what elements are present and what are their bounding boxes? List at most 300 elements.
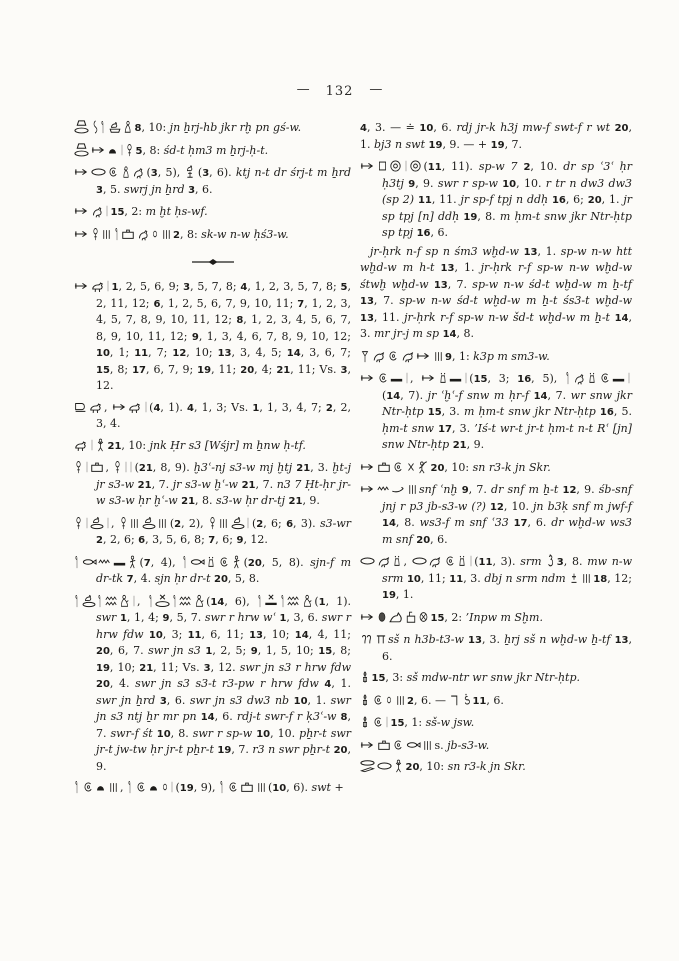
reference-number: 18 (593, 573, 608, 585)
reference-number: 21 (138, 463, 153, 474)
reference-text: ( (139, 555, 144, 569)
transliteration-text: ḫ3ʿ-nj s3-w mj ḫtj (193, 461, 297, 474)
reference-number: 12 (489, 501, 504, 513)
reference-text: , 2, 6; (102, 533, 139, 546)
hieroglyph-harpoon-icon (360, 371, 375, 385)
reference-text: , 10: (141, 121, 170, 134)
transliteration-text: sjn ḥr dr-t (154, 572, 214, 585)
hieroglyph-stroke-icon (385, 715, 389, 729)
reference-number: 21 (139, 662, 154, 674)
hieroglyph-plant-icon (569, 571, 579, 585)
reference-text: , 6. — (413, 693, 450, 707)
reference-text: , 6, 7, 9; (146, 362, 198, 376)
hieroglyph-cross-oval-icon (155, 594, 170, 608)
transliteration-text: wr snw jkr Ntr-ḥtp (382, 388, 632, 418)
reference-text: , 5), (157, 166, 185, 179)
reference-text: , 10. (530, 160, 564, 173)
dictionary-entry (74, 555, 351, 588)
hieroglyph-harpoon-icon (91, 143, 106, 157)
hieroglyph-stroke-icon (90, 438, 94, 452)
reference-text: , 6; (215, 533, 237, 546)
reference-text: , 10. (270, 726, 300, 740)
dictionary-entry (74, 279, 351, 394)
reference-number: 3 (159, 695, 167, 707)
reference-number: 12 (172, 348, 187, 359)
hieroglyph-bird-icon (573, 371, 586, 385)
transliteration-text: jr-ḥrk n-f sp n śm3 wḫd-w (370, 244, 524, 258)
reference-number: 4 (324, 679, 332, 690)
transliteration-text: mw n-w srm (382, 555, 632, 585)
reference-text: , 5, 7, 8; (190, 280, 241, 293)
transliteration-text: jr sp tpj [n] ddḥ (382, 193, 632, 223)
transliteration-text: ḫt-j jr s3-w (96, 461, 351, 491)
reference-number: 19 (217, 745, 232, 756)
transliteration-text: rdj-t swr-f r ḳ3ʿ-w (236, 710, 341, 723)
reference-text: , 6. (166, 693, 190, 707)
hieroglyph-oval-icon (412, 554, 427, 568)
reference-number: 11 (187, 629, 202, 641)
dictionary-entry (360, 349, 632, 366)
section-divider (74, 251, 351, 270)
reference-number: 14 (442, 329, 457, 340)
hieroglyph-harpoon-icon (360, 482, 375, 496)
transliteration-text: jn ẖrj-hb jkr rḫ pn gś-w. (169, 121, 302, 134)
hieroglyph-pi-icon (375, 632, 387, 646)
reference-text: , 8. (195, 494, 217, 507)
reference-number: 21 (276, 364, 291, 376)
reference-number: 1 (252, 402, 260, 414)
transliteration-text: ’Iś-t wr-t jr-t ḥm-t n-t Rʿ [jn] snw Ntr-ḥtp (382, 421, 632, 451)
hieroglyph-pylon-oval-icon (74, 143, 89, 157)
reference-text: , 5, 8). (261, 555, 311, 569)
reference-number: 3 (188, 184, 196, 196)
reference-number: 15 (430, 612, 445, 624)
reference-number: 8 (134, 123, 142, 134)
hieroglyph-reed-icon (74, 594, 80, 608)
reference-text: , 3. (452, 421, 475, 435)
reference-text: , 6), (224, 594, 257, 608)
hieroglyph-chest-icon (121, 227, 135, 241)
hieroglyph-oval-knife-icon (360, 759, 375, 773)
reference-text: , 1. (307, 693, 331, 707)
hieroglyph-harpoon-icon (112, 400, 127, 414)
hieroglyph-at-icon (387, 349, 399, 363)
section-divider-icon (192, 258, 234, 266)
dictionary-entry (360, 670, 632, 687)
reference-number: 10 (148, 629, 163, 641)
hieroglyph-bird-oval-icon (82, 594, 96, 608)
reference-text: , 7. (96, 710, 351, 740)
hieroglyph-horn-icon (391, 482, 405, 496)
transliteration-text: swr jn s3 dw3 nb (189, 693, 294, 707)
reference-number: 2 (96, 535, 103, 546)
reference-number: 4 (153, 402, 161, 414)
reference-number: 20 (214, 574, 228, 585)
reference-text: , 3, 4, 5; (231, 346, 287, 359)
reference-text: , 11. (373, 310, 405, 324)
reference-number: 19 (197, 364, 212, 376)
reference-number: 2 (173, 229, 180, 241)
hieroglyph-stroke-icon (120, 143, 124, 157)
transliteration-text: snf ʿnḫ (419, 483, 462, 496)
reference-text: , 7. (504, 137, 523, 151)
transliteration-text: swr jn s3 ntj ẖr mr pn (96, 693, 351, 723)
reference-text: , 6. (486, 693, 504, 707)
hieroglyph-circle-dot-icon (151, 227, 159, 241)
hieroglyph-plank-icon (612, 371, 625, 385)
hieroglyph-stroke-icon (170, 780, 174, 794)
hieroglyph-water-icon (98, 555, 111, 569)
reference-number: 20 (614, 123, 629, 134)
hieroglyph-pot-icon (206, 555, 216, 569)
hieroglyph-at-icon (227, 780, 239, 794)
reference-number: 11 (427, 162, 442, 173)
hieroglyph-reed-icon (565, 371, 571, 385)
reference-number: 13 (523, 246, 538, 258)
reference-text: , 3. (463, 571, 485, 585)
reference-number: 11 (472, 695, 487, 707)
reference-number: 16 (599, 407, 614, 418)
hieroglyph-bird-oval-icon (231, 516, 245, 530)
transliteration-text: sk-w n-w ḥś3-w. (201, 227, 289, 241)
reference-text: , 5), (531, 372, 565, 385)
reference-text: , 1, 3, 4, 6, 7, 8, 9, 10, 12; (198, 329, 351, 343)
transliteration-text: sš n h3b-t3-w (388, 633, 469, 646)
reference-text: , 5. (613, 405, 632, 418)
reference-text: ( (423, 160, 428, 173)
reference-text: , 11). (441, 160, 479, 173)
hieroglyph-bird-oval-icon (90, 516, 104, 530)
dictionary-entry (74, 120, 351, 137)
transliteration-text: sš mdw-ntr wr snw jkr Ntr-ḥtp. (406, 671, 580, 684)
reference-number: 10 (293, 695, 308, 707)
reference-text: , 4; (254, 362, 277, 376)
hieroglyph-plank-icon (390, 371, 403, 385)
reference-number: 9 (445, 351, 452, 363)
reference-text: , 9), (193, 781, 219, 794)
reference-text: , 2), (181, 516, 208, 530)
reference-text: , 6). (286, 781, 312, 794)
reference-text: ( (382, 388, 387, 402)
dictionary-entry (360, 159, 632, 242)
transliteration-text: sš-w jsw. (425, 716, 475, 729)
reference-text: , 6; (263, 516, 287, 530)
reference-number: 14 (382, 518, 396, 529)
hieroglyph-cross-icon (406, 460, 416, 474)
reference-number: 14 (294, 629, 309, 641)
reference-text: , 1. (360, 121, 632, 151)
reference-number: 14 (210, 596, 225, 608)
reference-number: 8 (236, 315, 244, 326)
reference-text: , (137, 594, 148, 608)
reference-number: 2 (407, 695, 414, 707)
reference-text: , (104, 400, 112, 414)
reference-text: , 2: (124, 205, 146, 218)
reference-number: 4 (240, 282, 248, 293)
hieroglyph-strokes3-icon (108, 780, 119, 794)
reference-text: , 10: (419, 760, 448, 773)
reference-text: , 2: (444, 610, 466, 624)
reference-number: 21 (452, 440, 467, 451)
reference-text: , 8; (109, 362, 133, 376)
reference-number: 16 (551, 195, 566, 206)
hieroglyph-harpoon-icon (360, 738, 375, 752)
reference-text: , 3. (481, 633, 505, 646)
reference-number: 16 (416, 228, 431, 239)
dictionary-entry (360, 738, 632, 754)
hieroglyph-square-icon (377, 159, 388, 173)
hieroglyph-strokes3-icon (101, 227, 112, 241)
reference-number: 9 (236, 535, 244, 546)
dictionary-entry (74, 227, 351, 244)
reference-number: 15 (318, 646, 333, 657)
hieroglyph-hand-icon (74, 400, 87, 414)
reference-text: , 9. (415, 176, 438, 190)
reference-text: , 11; Vs. (153, 660, 204, 674)
dictionary-entry (74, 400, 351, 432)
reference-text: , 6, 7. (109, 644, 149, 657)
reference-text: ( (474, 555, 479, 568)
reference-text: , 8. (563, 555, 588, 568)
reference-text: , 7. (447, 277, 473, 291)
hieroglyph-fish-icon (406, 738, 421, 752)
dictionary-entry (74, 204, 351, 221)
hieroglyph-water2-icon (105, 594, 118, 608)
hieroglyph-stroke-icon (129, 460, 133, 474)
hieroglyph-stroke-icon (106, 516, 110, 530)
hieroglyph-seated-figure-icon (119, 594, 130, 608)
reference-text: , 7. (373, 294, 400, 307)
reference-number: 6 (153, 298, 161, 310)
reference-text: , 7. (468, 483, 492, 496)
reference-text: + (334, 781, 344, 794)
hieroglyph-wick-icon (119, 516, 128, 530)
hieroglyph-reed-icon (74, 555, 80, 569)
transliteration-text: swr r hrw fdw (96, 611, 351, 641)
transliteration-text: sn r3-k jn Skr. (472, 460, 551, 474)
hieroglyph-harpoon-icon (74, 165, 89, 179)
reference-number: 2 (523, 162, 531, 173)
transliteration-text: pẖr-t swr jr-t jw-tw ḥr jr-t pẖr-t (96, 726, 352, 756)
reference-number: 19 (179, 783, 194, 794)
hieroglyph-bird-icon (91, 204, 104, 218)
hieroglyph-funnel-icon (360, 349, 370, 363)
hieroglyph-seated-figure-icon (302, 594, 313, 608)
dictionary-entry (360, 759, 632, 776)
transliteration-text: dr wḫd-w ws3 m snf (382, 516, 632, 546)
hieroglyph-vulture-icon (377, 554, 391, 568)
reference-number: 9 (408, 178, 416, 190)
transliteration-text: ḥm-t snw (382, 421, 439, 435)
two-column-text-block (74, 120, 632, 803)
reference-text: , 10; (263, 627, 295, 641)
reference-number: 14 (200, 712, 215, 723)
reference-text: ( (243, 555, 248, 569)
reference-text: , 3). (293, 516, 320, 530)
hieroglyph-strokes3-icon (161, 227, 172, 241)
header-left-dash: — (296, 82, 310, 97)
transliteration-text: dr sp ʿ3ʿ ḥr ḥ3tj (382, 160, 632, 190)
reference-number: 19 (96, 662, 110, 674)
reference-text: , 7. (255, 477, 277, 491)
hieroglyph-seated-man-icon (123, 120, 133, 134)
transliteration-text: m ḫt ḥs-wf. (145, 205, 208, 218)
reference-text: , 11; Vs. (290, 362, 341, 376)
reference-number: 10 (419, 123, 434, 134)
transliteration-text: jr-ḥrk r-f sp-w n-w wḫd-w śtwḫ wḫd-w (360, 261, 632, 291)
reference-number: 12 (562, 485, 577, 496)
reference-number: 11 (449, 573, 464, 585)
dictionary-entry (360, 460, 632, 477)
hieroglyph-scribe-kit-icon (360, 715, 370, 729)
hieroglyph-vulture-icon (428, 554, 442, 568)
reference-number: 19 (490, 139, 505, 151)
reference-text: , 10; (109, 660, 140, 674)
hieroglyph-stroke-icon (464, 371, 468, 385)
hieroglyph-man-praise-icon (393, 759, 404, 773)
reference-text: , 1, 3, 4, 7; (259, 400, 326, 414)
hieroglyph-spiral-icon (409, 159, 422, 173)
transliteration-text: swr r sp-w (192, 726, 257, 740)
reference-text: , 1, 2, 3, 4, 5, 7, 8, 9, 10, 11, 12; (96, 296, 351, 326)
reference-text: , 12. (96, 362, 351, 392)
reference-text: ( (469, 372, 474, 385)
reference-number: 3 (556, 557, 564, 568)
reference-number: 20 (96, 679, 110, 690)
hieroglyph-spiral-icon (389, 159, 402, 173)
hieroglyph-reed-icon (74, 780, 80, 794)
reference-text: , 6. (214, 710, 237, 723)
hieroglyph-corner-icon (449, 693, 459, 707)
hieroglyph-oval-icon (360, 554, 375, 568)
hieroglyph-stroke-icon (85, 460, 89, 474)
reference-number: 3 (202, 168, 210, 179)
hieroglyph-stroke-icon (246, 516, 250, 530)
dictionary-entry (360, 693, 632, 710)
reference-number: 21 (181, 496, 196, 507)
hieroglyph-chest-icon (377, 460, 391, 474)
hieroglyph-harpoon-icon (74, 279, 89, 293)
dictionary-entry (360, 120, 632, 153)
reference-number: 20 (587, 195, 602, 206)
hieroglyph-at-icon (372, 693, 384, 707)
reference-text: , 6). (209, 166, 236, 179)
hieroglyph-fish-icon (190, 555, 205, 569)
hieroglyph-plank-icon (113, 555, 126, 569)
reference-text: , (120, 781, 127, 794)
hieroglyph-wick-icon (74, 516, 83, 530)
reference-text: , 7. (231, 743, 253, 756)
hieroglyph-strokes3-icon (395, 693, 406, 707)
hieroglyph-oval-icon (377, 759, 392, 773)
hieroglyph-water2-icon (287, 594, 300, 608)
reference-text: , (410, 372, 422, 385)
reference-text: , 10: (121, 438, 150, 452)
reference-number: 20 (430, 462, 445, 474)
transliteration-text: m ḥm-t snw jkr Ntr-ḥtp sp tpj (382, 209, 632, 239)
hieroglyph-bird-icon (137, 227, 150, 241)
hieroglyph-stroke-icon (469, 554, 473, 568)
dictionary-entry (74, 516, 351, 549)
dictionary-entry (360, 632, 632, 664)
hieroglyph-reed-icon (182, 555, 188, 569)
reference-number: 6 (138, 535, 146, 546)
hieroglyph-oval-icon (91, 165, 106, 179)
transliteration-text: swr r hrw wʿ (204, 611, 280, 624)
reference-text: , 7. (547, 388, 571, 402)
reference-number: 2 (256, 518, 264, 530)
hieroglyph-pylon-oval-icon (74, 120, 89, 134)
dictionary-entry (360, 244, 632, 343)
hieroglyph-water-icon (377, 482, 390, 496)
transliteration-text: sn r3-k jn Skr. (447, 760, 526, 773)
reference-number: 14 (386, 390, 401, 402)
reference-number: 9 (191, 331, 199, 343)
hieroglyph-harpoon-icon (74, 227, 89, 241)
reference-text: ( (314, 594, 319, 608)
reference-number: 13 (217, 348, 232, 359)
transliteration-text: rdj jr-k h3j mw-f swt-f r wt (456, 121, 615, 134)
hieroglyph-stroke-icon (405, 371, 409, 385)
hieroglyph-wick-icon (113, 460, 122, 474)
reference-text: , 2, 5, 6, 9; (118, 280, 184, 293)
reference-number: 14 (533, 390, 548, 402)
transliteration-text: jb-s3-w. (447, 738, 490, 752)
reference-number: 19 (382, 590, 396, 601)
reference-text: , 6. (433, 121, 457, 134)
reference-number: 7 (297, 298, 305, 310)
reference-text: , 5, 8. (227, 572, 260, 585)
reference-text: , 2, 3, 4. (96, 400, 351, 430)
reference-number: 5 (135, 145, 143, 157)
reference-text: , 4. (109, 677, 136, 690)
transliteration-text: mr jr-j m sp (374, 327, 443, 340)
reference-text: , 3. (310, 461, 333, 474)
hieroglyph-at-icon (377, 371, 389, 385)
hieroglyph-at-icon (392, 460, 404, 474)
reference-text: , 11. (431, 193, 461, 206)
transliteration-text: bj3 n swt (374, 137, 429, 151)
reference-text: ( (149, 400, 154, 414)
hieroglyph-harpoon-icon (360, 610, 375, 624)
reference-text: ( (251, 516, 257, 530)
reference-number: 10 (502, 178, 517, 190)
reference-number: 6 (286, 518, 294, 530)
reference-text: , 6. (195, 182, 213, 196)
reference-text: , 8. (395, 516, 420, 529)
reference-number: 13 (360, 312, 374, 324)
reference-number: 17 (438, 423, 452, 435)
reference-number: 3 (96, 184, 103, 196)
hieroglyph-scribe-kit-icon (360, 670, 370, 684)
reference-text: , 3, 6. (286, 611, 322, 624)
reference-number: 15 (371, 673, 386, 684)
reference-number: 4 (360, 123, 367, 134)
reference-number: 1 (205, 646, 213, 657)
transliteration-text: swrj jn ẖrd (123, 182, 189, 196)
hieroglyph-reed-icon (172, 594, 178, 608)
reference-text: ( (175, 781, 180, 794)
reference-text: , 3. (360, 310, 632, 340)
reference-text: , 10: (444, 460, 473, 474)
reference-text: ( (134, 461, 139, 474)
hieroglyph-reed-icon (97, 594, 103, 608)
hieroglyph-man-praise-icon (95, 438, 106, 452)
reference-number: 19 (463, 211, 478, 223)
reference-text: , 1). (325, 594, 352, 608)
hieroglyph-chest-icon (240, 780, 254, 794)
reference-text: , 6; (565, 193, 588, 206)
